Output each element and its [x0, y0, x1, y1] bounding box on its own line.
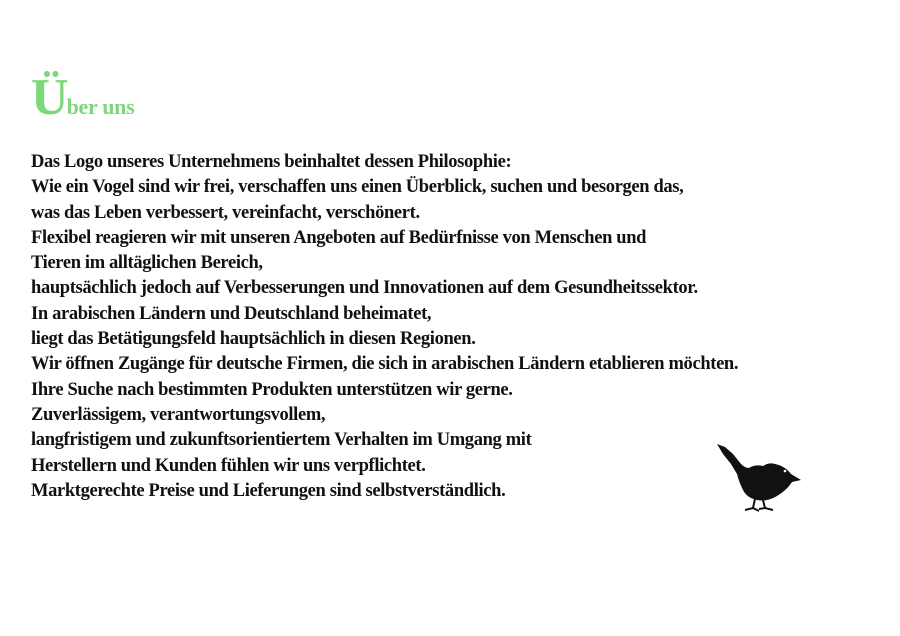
bird-eye: [784, 470, 787, 473]
title-initial: Ü: [31, 69, 68, 126]
text-line: Zuverlässigem, verantwortungsvollem,: [31, 404, 326, 425]
text-line: Wie ein Vogel sind wir frei, verschaffen uns einen Überblick, suchen und besorgen das,: [31, 177, 684, 198]
text-line: Herstellern und Kunden fühlen wir uns verpflichtet.: [31, 455, 426, 476]
text-line: Das Logo unseres Unternehmens beinhaltet dessen Philosophie:: [31, 152, 512, 172]
bird-legs: [745, 499, 773, 511]
text-line: was das Leben verbessert, vereinfacht, verschönert.: [31, 202, 420, 223]
text-line: Wir öffnen Zugänge für deutsche Firmen, die sich in arabischen Ländern etablieren möchten.: [31, 354, 739, 375]
title-rest: ber uns: [66, 94, 135, 119]
bird-icon: [715, 442, 805, 516]
text-line: Tieren im alltäglichen Bereich,: [31, 253, 263, 274]
page-title: [31, 69, 135, 126]
text-line: Marktgerechte Preise und Lieferungen sind selbstverständlich.: [31, 480, 506, 501]
text-line: In arabischen Ländern und Deutschland beheimatet,: [31, 303, 432, 324]
text-line: Ihre Suche nach bestimmten Produkten unterstützen wir gerne.: [31, 379, 513, 400]
text-line: langfristigem und zukunftsorientiertem Verhalten im Umgang mit: [31, 430, 532, 451]
text-line: liegt das Betätigungsfeld hauptsächlich in diesen Regionen.: [31, 329, 476, 350]
text-line: Flexibel reagieren wir mit unseren Angeboten auf Bedürfnisse von Menschen und: [31, 227, 647, 248]
text-line: hauptsächlich jedoch auf Verbesserungen und Innovationen auf dem Gesundheitssektor.: [31, 278, 698, 299]
bird-body: [717, 444, 801, 501]
